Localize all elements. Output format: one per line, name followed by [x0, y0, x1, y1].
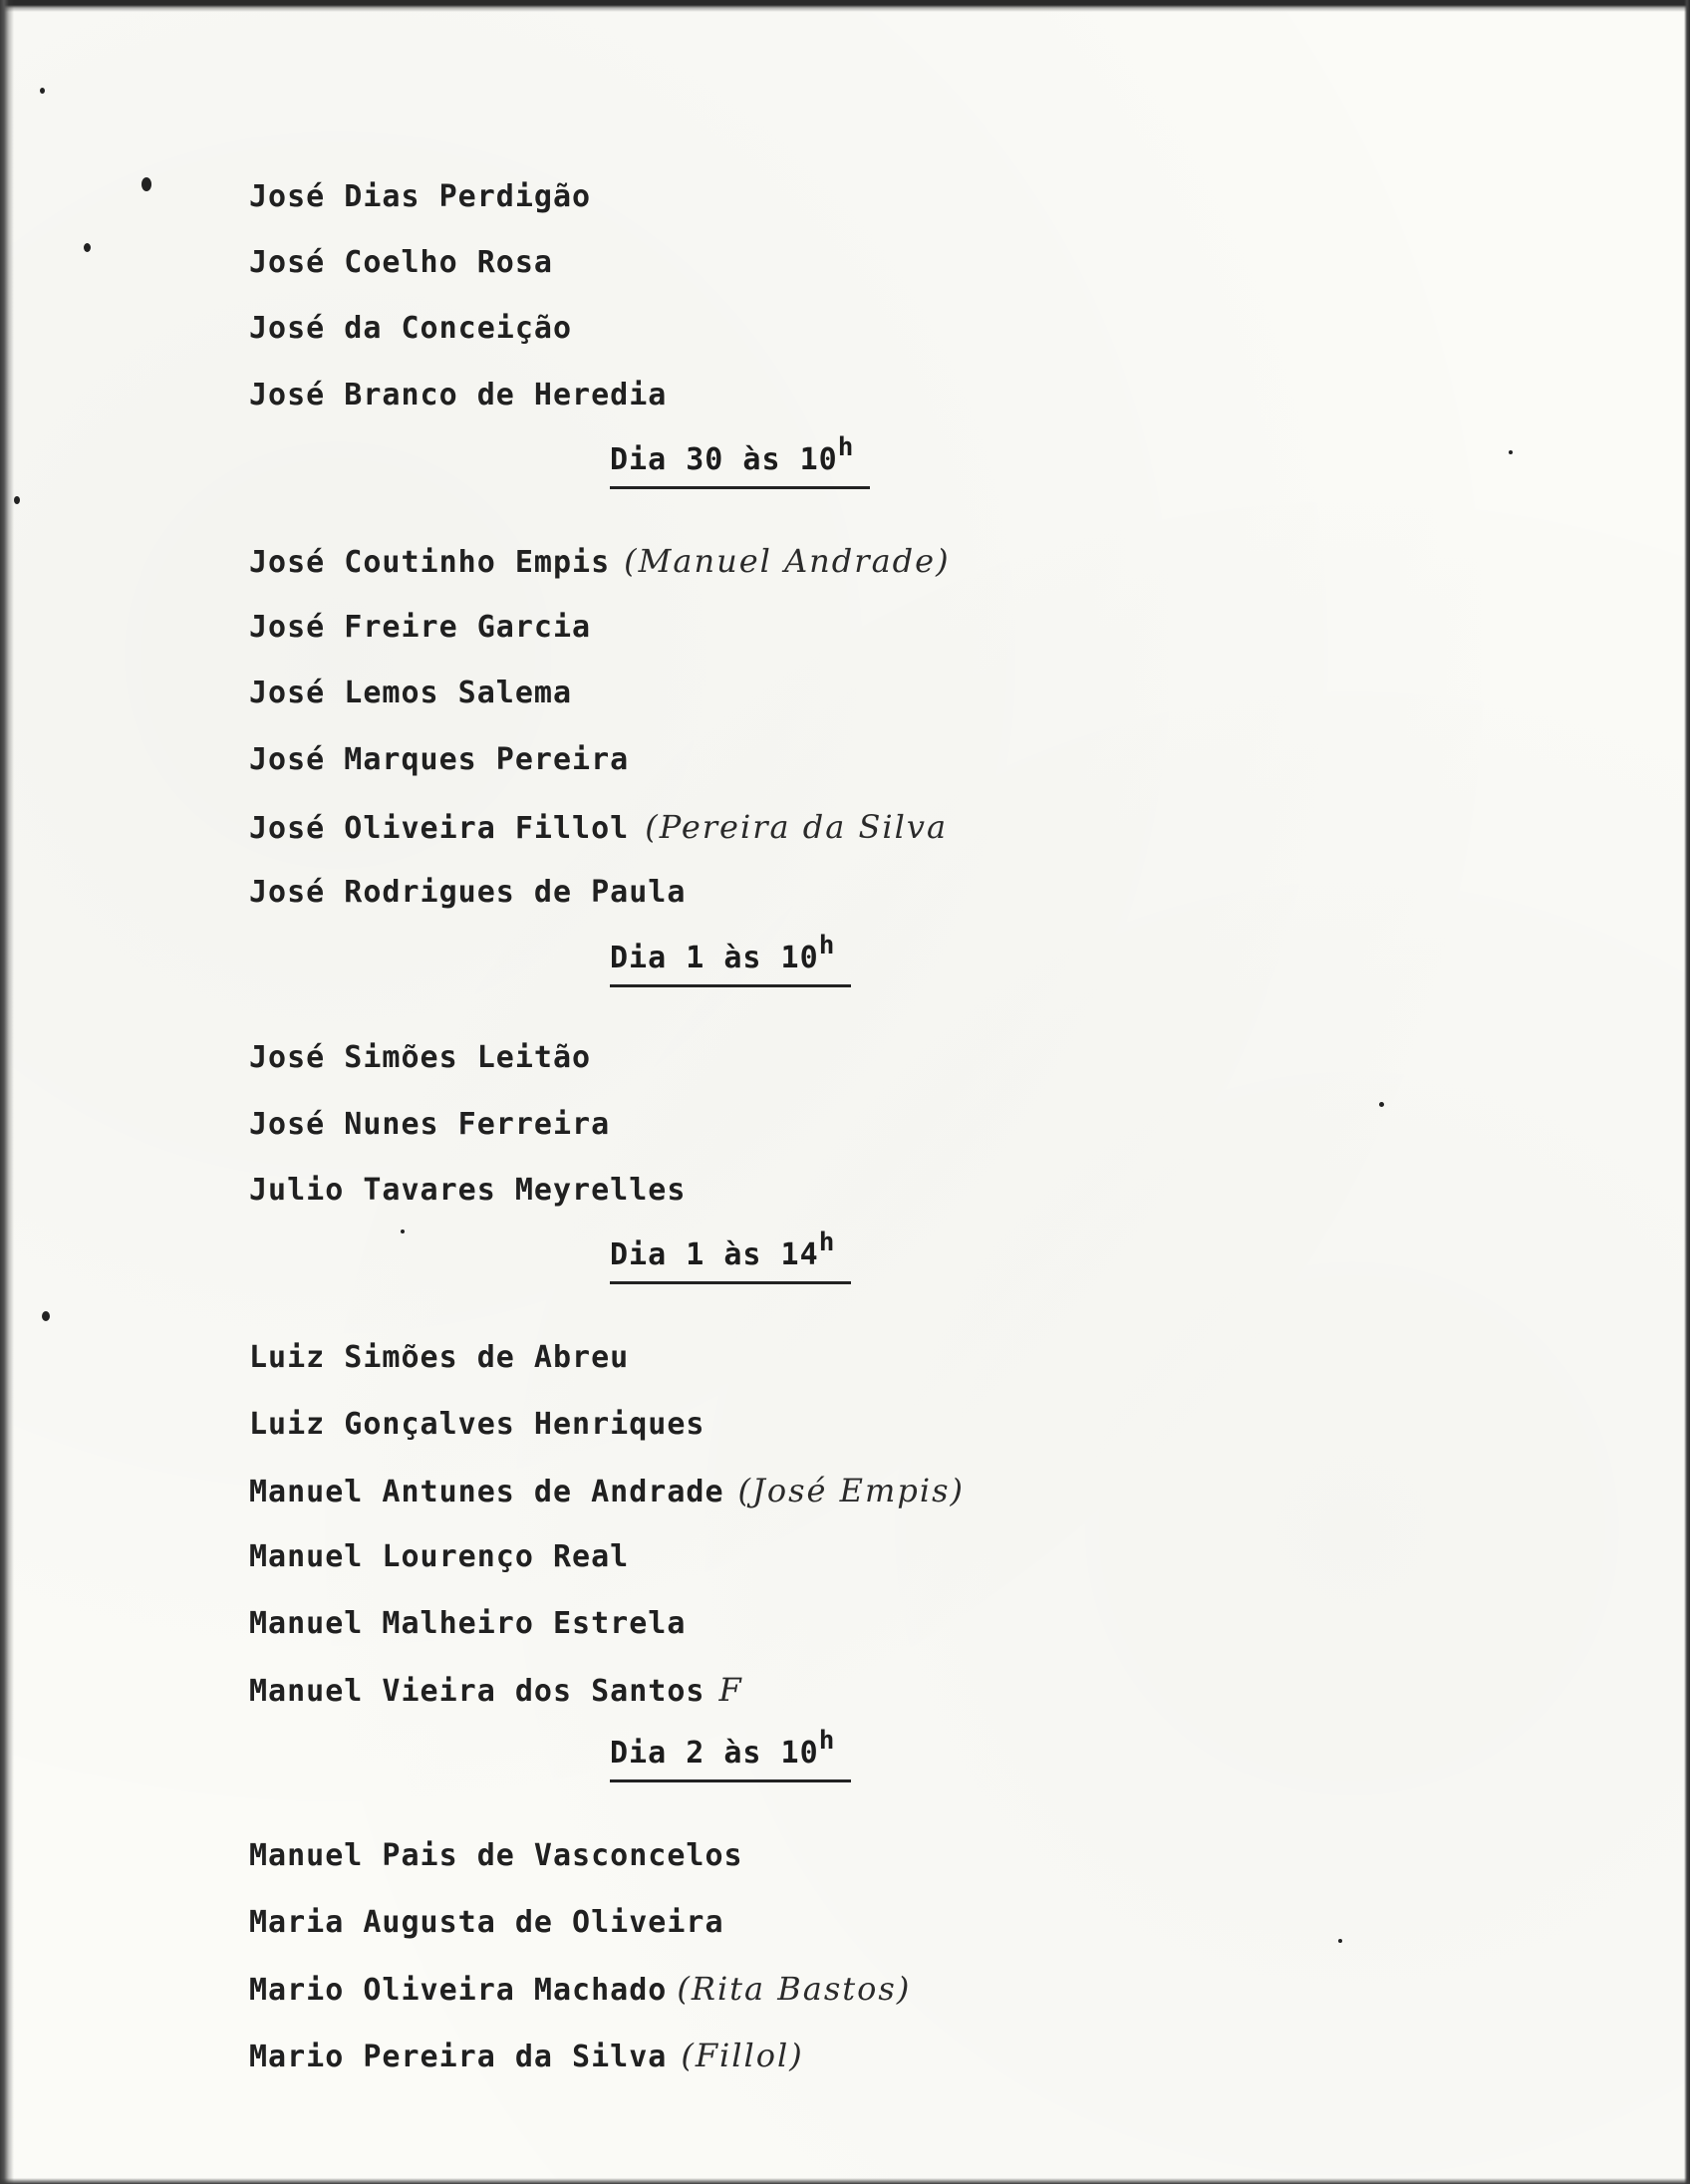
list-item [249, 1105, 610, 1145]
scan-edge-bottom [0, 2178, 1690, 2184]
scan-speck [14, 496, 20, 504]
handwritten-note: (Rita Bastos) [677, 1970, 912, 2008]
person-name: Manuel Antunes de Andrade [249, 1475, 724, 1509]
person-name: Manuel Lourenço Real [249, 1539, 630, 1574]
schedule-heading-text: Dia 1 às 10 [610, 941, 819, 975]
handwritten-note: (José Empis) [737, 1472, 965, 1509]
scan-edge-right [1684, 0, 1690, 2184]
scan-speck [1338, 1939, 1342, 1943]
person-name: José Dias Perdigão [249, 179, 592, 214]
list-item [249, 1405, 704, 1445]
list-item [249, 1171, 686, 1211]
list-item [249, 1670, 743, 1710]
person-name: José Coutinho Empis [249, 545, 611, 580]
scan-edge-left [0, 0, 14, 2184]
scan-speck [84, 243, 91, 252]
person-name: Julio Tavares Meyrelles [249, 1173, 687, 1208]
person-name: Luiz Gonçalves Henriques [249, 1407, 705, 1442]
scan-edge-top [0, 0, 1690, 12]
schedule-heading-text: Dia 2 às 10 [610, 1736, 819, 1771]
list-item [249, 541, 951, 581]
person-name: José Branco de Heredia [249, 378, 668, 412]
list-item [249, 740, 629, 780]
person-name: Manuel Vieira dos Santos [249, 1674, 705, 1709]
list-item [249, 807, 948, 847]
list-item [249, 873, 686, 913]
list-item [249, 1338, 629, 1378]
scan-speck [1379, 1102, 1384, 1107]
person-name: Maria Augusta de Oliveira [249, 1905, 724, 1940]
person-name: Manuel Pais de Vasconcelos [249, 1838, 743, 1873]
list-item [249, 1038, 591, 1078]
list-item [249, 1903, 724, 1943]
handwritten-note: (Manuel Andrade) [624, 542, 951, 580]
schedule-heading-text: Dia 1 às 14 [610, 1237, 819, 1272]
schedule-heading [610, 1726, 851, 1782]
list-item [249, 177, 591, 217]
hour-superscript: h [818, 931, 836, 960]
list-item [249, 376, 667, 415]
hour-superscript: h [818, 1726, 836, 1756]
schedule-heading [610, 931, 851, 987]
person-name: Mario Pereira da Silva [249, 2040, 668, 2074]
list-item [249, 243, 553, 283]
person-name: José da Conceição [249, 311, 573, 346]
list-item [249, 1537, 629, 1577]
list-item [249, 309, 572, 349]
list-item [249, 608, 591, 648]
person-name: Mario Oliveira Machado [249, 1973, 668, 2008]
person-name: Manuel Malheiro Estrela [249, 1606, 687, 1641]
handwritten-note: (Fillol) [681, 2037, 804, 2074]
list-item [249, 2036, 804, 2075]
person-name: José Marques Pereira [249, 742, 630, 777]
schedule-heading [610, 1228, 851, 1284]
handwritten-note: F [718, 1671, 743, 1709]
person-name: José Simões Leitão [249, 1040, 592, 1075]
list-item [249, 1969, 911, 2009]
schedule-heading [610, 432, 870, 489]
list-item [249, 1604, 686, 1644]
person-name: José Nunes Ferreira [249, 1107, 611, 1142]
list-item [249, 1836, 743, 1876]
list-item [249, 1471, 965, 1510]
person-name: José Oliveira Fillol [249, 811, 630, 846]
person-name: José Lemos Salema [249, 676, 573, 710]
scan-speck [141, 177, 151, 191]
scan-speck [42, 1311, 50, 1321]
scan-speck [40, 88, 45, 94]
person-name: Luiz Simões de Abreu [249, 1340, 630, 1375]
person-name: José Coelho Rosa [249, 245, 553, 280]
scan-speck [1509, 450, 1513, 454]
schedule-heading-text: Dia 30 às 10 [610, 442, 838, 477]
person-name: José Freire Garcia [249, 610, 592, 645]
handwritten-note: (Pereira da Silva [645, 808, 949, 846]
person-name: José Rodrigues de Paula [249, 875, 687, 910]
hour-superscript: h [837, 432, 855, 462]
list-item [249, 674, 572, 713]
hour-superscript: h [818, 1228, 836, 1257]
scan-speck [401, 1229, 405, 1233]
